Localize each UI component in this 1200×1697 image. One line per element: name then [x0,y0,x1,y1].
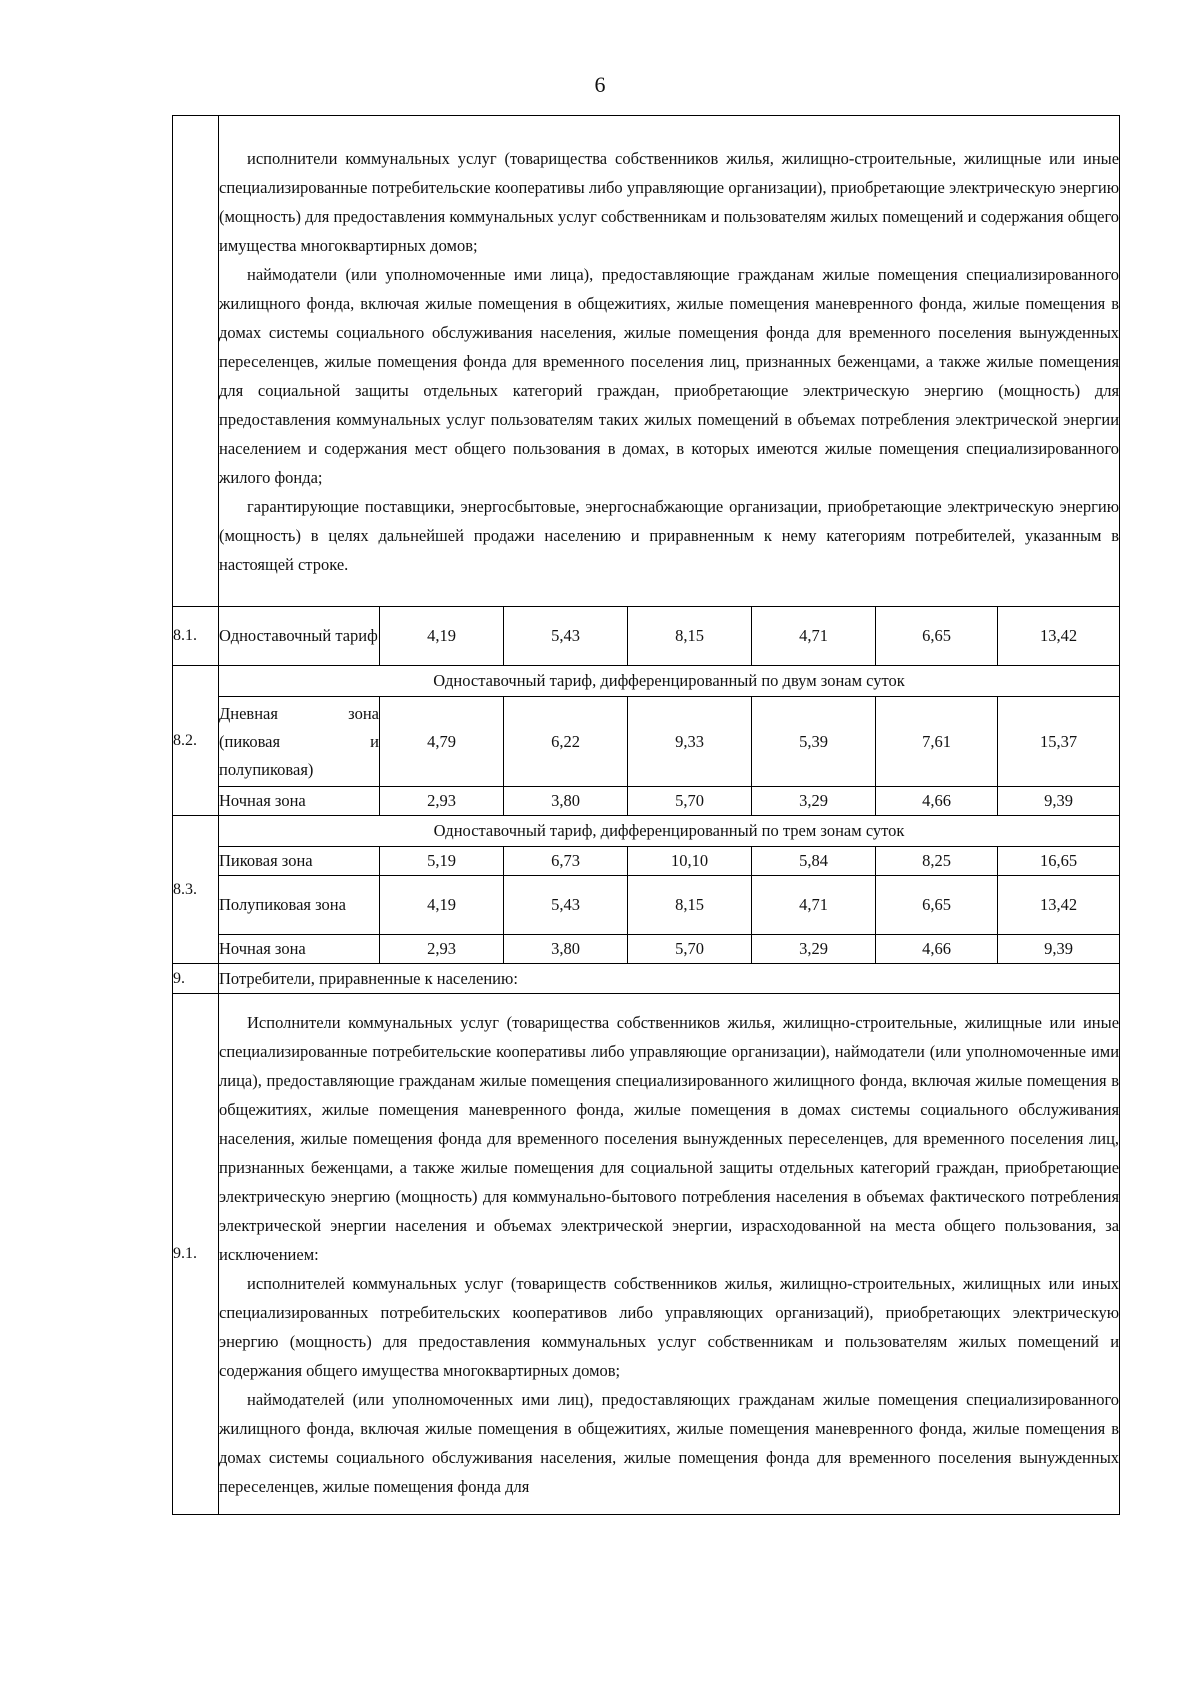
value-cell: 4,66 [876,787,998,816]
value-cell: 5,39 [752,697,876,787]
value-cell: 4,71 [752,607,876,666]
zone-heading: Одноставочный тариф, дифференцированный по трем зонам суток [219,816,1120,847]
value-cell: 5,19 [380,847,504,876]
row-8-3-peak [173,847,1120,876]
value-cell: 5,43 [504,607,628,666]
value-cell: 4,71 [752,876,876,935]
row-9-1 [173,994,1120,1515]
paragraph: наймодателей (или уполномоченных ими лиц), предоставляющих гражданам жилые помещения специализированного жилищного фонда, включая жилые помещения в общежитиях, жилые помещения маневренного фонда, жилые помещения в домах системы социального обслуживания населения, жилые помещения фонда для временного поселения вынужденных переселенцев, жилые помещения фонда для [219,1389,1120,1496]
row-8-2-night [173,787,1120,816]
value-cell: 3,29 [752,787,876,816]
value-cell: 15,37 [998,697,1120,787]
value-cell: 8,15 [628,876,752,935]
value-cell: 4,19 [380,876,504,935]
value-cell: 6,65 [876,876,998,935]
value-cell: 8,25 [876,847,998,876]
value-cell: 7,61 [876,697,998,787]
value-cell: 13,42 [998,607,1120,666]
value-cell: 3,80 [504,935,628,964]
paragraph: исполнителей коммунальных услуг (товариществ собственников жилья, жилищно-строительных, жилищных или иных специализированных потребительских кооперативов либо управляющих организаций), приобретающих электрическую энергию (мощность) для предоставления коммунальных услуг собственникам и пользователям жилых помещений и содержания общего имущества многоквартирных домов; [219,1273,1120,1380]
row-label: Ночная зона [219,935,380,964]
row-8-3-heading [173,816,1120,847]
row-9 [173,964,1120,994]
row-label: Одноставочный тариф [219,607,380,666]
value-cell: 13,42 [998,876,1120,935]
row-label-day [219,697,380,787]
label-line: Дневная зона [219,703,379,723]
value-cell: 4,19 [380,607,504,666]
row-label: Полупиковая зона [219,876,380,935]
value-cell: 16,65 [998,847,1120,876]
value-cell: 5,43 [504,876,628,935]
row-label: Пиковая зона [219,847,380,876]
section-text [219,994,1120,1515]
label-line: (пиковая и [219,731,379,751]
row-number: 9.1. [173,994,219,1515]
label-line: полупиковая) [219,759,314,779]
value-cell: 6,73 [504,847,628,876]
tariff-table [172,115,1120,1515]
value-cell: 2,93 [380,935,504,964]
paragraph: Исполнители коммунальных услуг (товарищества собственников жилья, жилищно-строительные, жилищные или иные специализированные потребительские кооперативы либо управляющие организации), наймодатели (или уполномоченные ими лица), предоставляющие гражданам жилые помещения специализированного жилищного фонда, включая жилые помещения в общежитиях, жилые помещения маневренного фонда, жилые помещения в домах системы социального обслуживания населения, жилые помещения фонда для временного поселения вынужденных переселенцев, для временного поселения лиц, признанных беженцами, а также жилые помещения для социальной защиты отдельных категорий граждан, приобретающие электрическую энергию (мощность) для коммунально-бытового потребления населения в объемах фактического потребления электрической энергии населения и объемах электрической энергии, израсходованной на места общего пользования, за исключением: [219,1012,1120,1264]
row-number: 8.3. [173,816,219,964]
value-cell: 2,93 [380,787,504,816]
value-cell: 5,84 [752,847,876,876]
row-8-2-heading [173,666,1120,697]
value-cell: 6,65 [876,607,998,666]
value-cell: 3,29 [752,935,876,964]
paragraph: наймодатели (или уполномоченные ими лица), предоставляющие гражданам жилые помещения специализированного жилищного фонда, включая жилые помещения в общежитиях, жилые помещения маневренного фонда, жилые помещения в домах системы социального обслуживания населения, жилые помещения фонда для временного поселения вынужденных переселенцев, жилые помещения фонда для временного поселения лиц, признанных беженцами, а также жилые помещения для социальной защиты отдельных категорий граждан, приобретающие электрическую энергию (мощность) для предоставления коммунальных услуг пользователям таких жилых помещений в объемах потребления электрической энергии населением и содержания мест общего пользования в домах, в которых имеются жилые помещения специализированного жилого фонда; [219,264,1120,487]
value-cell: 8,15 [628,607,752,666]
section-text [219,116,1120,607]
page-number: 6 [594,72,606,97]
value-cell: 9,39 [998,787,1120,816]
paragraph: исполнители коммунальных услуг (товарищества собственников жилья, жилищно-строительные, жилищные или иные специализированные потребительские кооперативы либо управляющие организации), приобретающие электрическую энергию (мощность) для предоставления коммунальных услуг собственникам и пользователям жилых помещений и содержания общего имущества многоквартирных домов; [219,148,1120,255]
row-number: 9. [173,964,219,994]
row-label: Ночная зона [219,787,380,816]
paragraph: гарантирующие поставщики, энергосбытовые, энергоснабжающие организации, приобретающие электрическую энергию (мощность) в целях дальнейшей продажи населению и приравненным к нему категориям потребителей, указанным в настоящей строке. [219,496,1120,574]
row-number-cell [173,116,219,607]
row-8-continuation [173,116,1120,607]
row-8-2-day [173,697,1120,787]
value-cell: 10,10 [628,847,752,876]
value-cell: 5,70 [628,935,752,964]
row-8-1 [173,607,1120,666]
value-cell: 9,33 [628,697,752,787]
value-cell: 4,79 [380,697,504,787]
zone-heading: Одноставочный тариф, дифференцированный по двум зонам суток [219,666,1120,697]
value-cell: 3,80 [504,787,628,816]
value-cell: 5,70 [628,787,752,816]
value-cell: 9,39 [998,935,1120,964]
value-cell: 6,22 [504,697,628,787]
row-8-3-semipeak [173,876,1120,935]
row-number: 8.1. [173,607,219,666]
row-8-3-night [173,935,1120,964]
row-text: Потребители, приравненные к населению: [219,964,1120,994]
value-cell: 4,66 [876,935,998,964]
row-number: 8.2. [173,666,219,816]
